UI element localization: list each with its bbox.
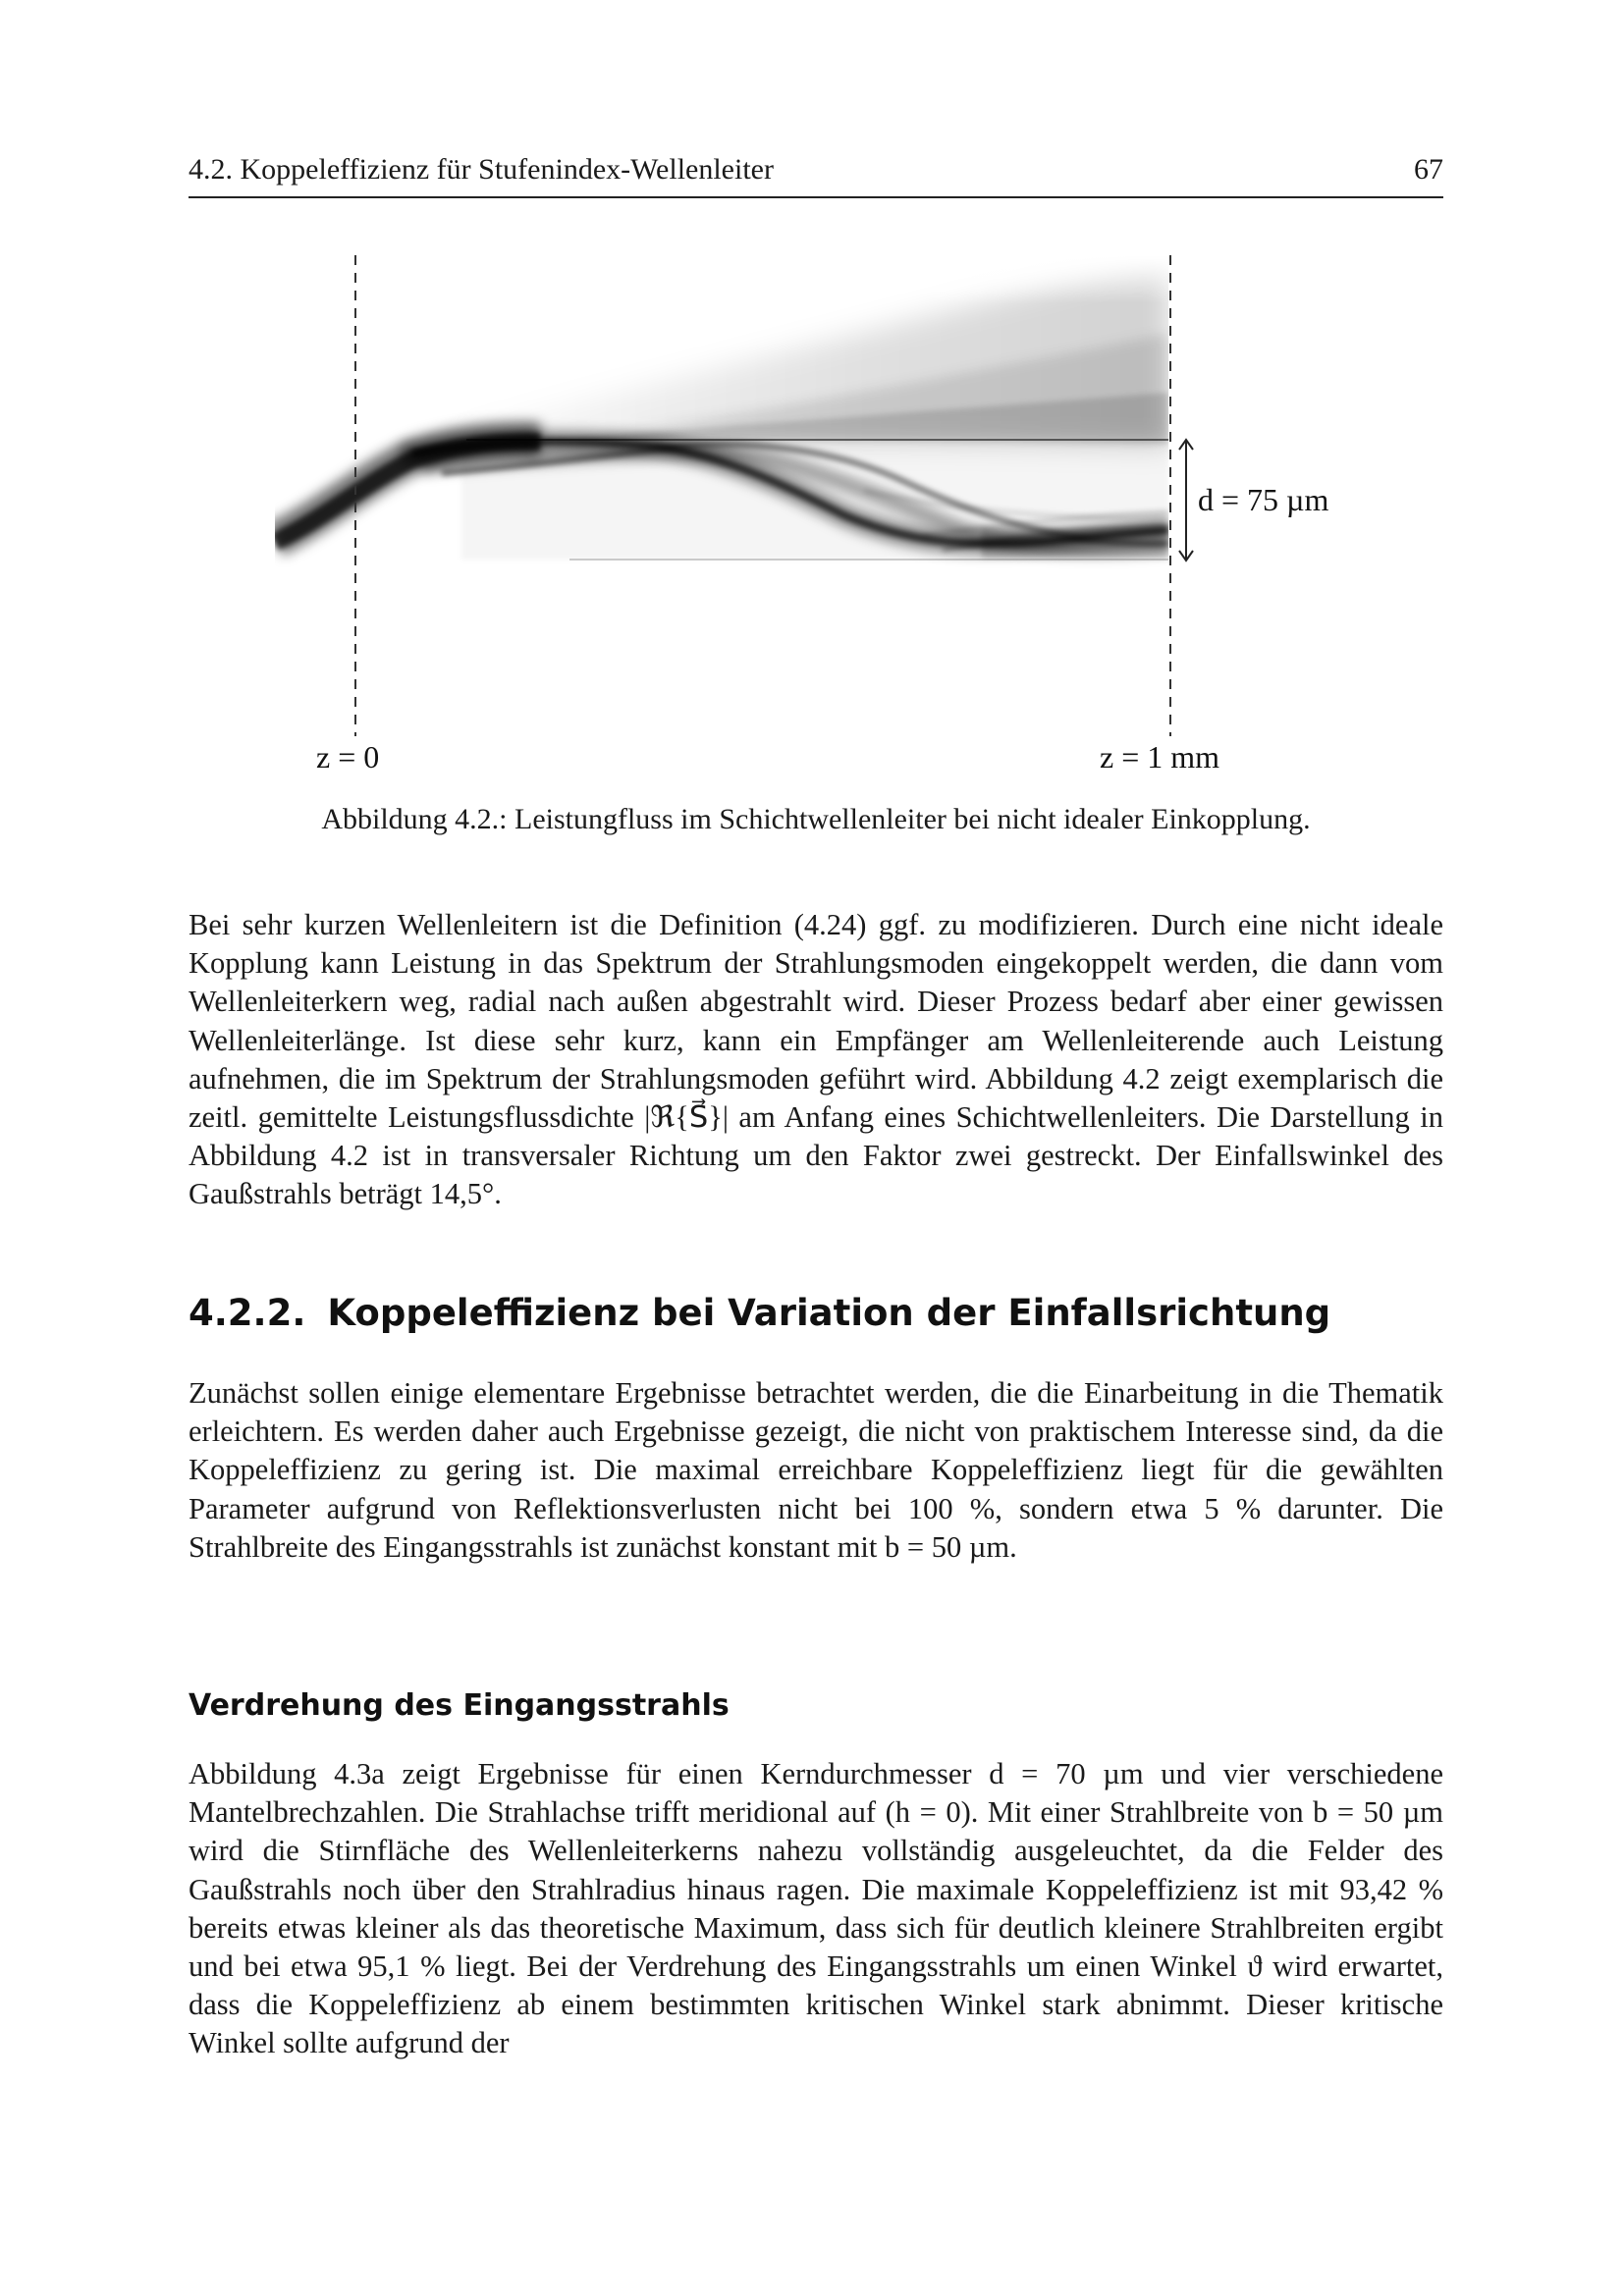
- z0-label: z = 0: [316, 739, 380, 774]
- core-width-arrow: [1179, 440, 1193, 561]
- page-number: 67: [1414, 153, 1443, 186]
- running-head-section: 4.2. Koppeleffizienz für Stufenindex-Wellenleiter: [189, 153, 774, 186]
- paragraph-1: Bei sehr kurzen Wellenleitern ist die Definition (4.24) ggf. zu modifizieren. Durch eine nicht ideale Kopplung kann Leistung in das Spektrum der Strahlungsmoden eingekoppelt werden, die dann vom Wellenleiterkern weg, radial nach außen abgestrahlt wird. Dieser Prozess bedarf aber einer gewissen Wellenleiterlänge. Ist diese sehr kurz, kann ein Empfänger am Wellenleiterende auch Leistung aufnehmen, die im Spektrum der Strahlungsmoden geführt wird. Abbildung 4.2 zeigt exemplarisch die zeitl. gemittelte Leistungsflussdichte |ℜ{S⃗}| am Anfang eines Schichtwellenleiters. Die Darstellung in Abbildung 4.2 ist in transversaler Richtung um den Faktor zwei gestreckt. Der Einfallswinkel des Gaußstrahls beträgt 14,5°.: [189, 908, 1443, 1211]
- figure-caption: Abbildung 4.2.: Leistungfluss im Schichtwellenleiter bei nicht idealer Einkopplung.: [321, 803, 1311, 835]
- power-flow-plot: [255, 245, 1375, 795]
- section-number: 4.2.2.: [189, 1292, 306, 1334]
- field-intensity-map: [275, 255, 1168, 560]
- power-flow-figure: [255, 245, 1375, 795]
- section-heading: [189, 1292, 1330, 1334]
- subsection-heading: Verdrehung des Eingangsstrahls: [189, 1688, 730, 1723]
- paragraph-3: Abbildung 4.3a zeigt Ergebnisse für einen Kerndurchmesser d = 70 µm und vier verschiedene Mantelbrechzahlen. Die Strahlachse trifft meridional auf (h = 0). Mit einer Strahlbreite von b = 50 µm wird die Stirnfläche des Wellenleiterkerns nahezu vollständig ausgeleuchtet, da die Felder des Gaußstrahls noch über den Strahlradius hinaus ragen. Die maximale Koppeleffizienz ist mit 93,42 % bereits etwas kleiner als das theoretische Maximum, dass sich für deutlich kleinere Strahlbreiten ergibt und bei etwa 95,1 % liegt. Bei der Verdrehung des Eingangsstrahls um einen Winkel ϑ wird erwartet, dass die Koppeleffizienz ab einem bestimmten kritischen Winkel stark abnimmt. Dieser kritische Winkel sollte aufgrund der: [189, 1757, 1443, 2060]
- section-title: Koppeleffizienz bei Variation der Einfallsrichtung: [327, 1292, 1331, 1334]
- z1-label: z = 1 mm: [1100, 739, 1220, 774]
- running-head: [189, 153, 1443, 198]
- paragraph-2: Zunächst sollen einige elementare Ergebnisse betrachtet werden, die die Einarbeitung in die Thematik erleichtern. Es werden daher auch Ergebnisse gezeigt, die nicht von praktischem Interesse sind, da die Koppeleffizienz zu gering ist. Die maximal erreichbare Koppeleffizienz liegt für die gewählten Parameter aufgrund von Reflektionsverlusten nicht bei 100 %, sondern etwa 5 % darunter. Die Strahlbreite des Eingangsstrahls ist zunächst konstant mit b = 50 µm.: [189, 1376, 1443, 1564]
- core-width-label: d = 75 µm: [1198, 482, 1329, 517]
